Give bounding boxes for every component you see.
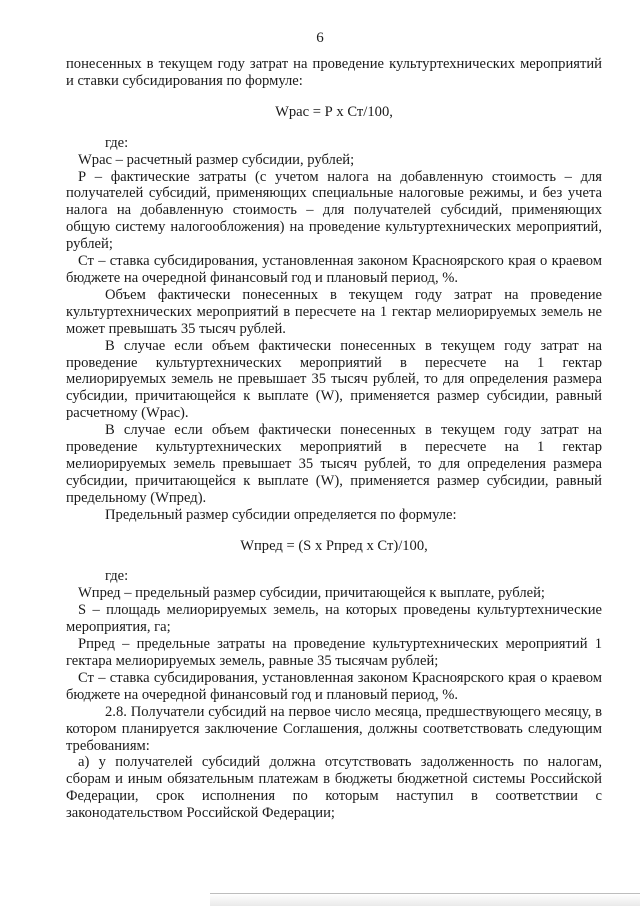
paragraph-case-not-exceeds: В случае если объем фактически понесенных в текущем году затрат на проведение культуртехнических мероприятий в пересчете на 1 гектар мелиорируемых земель не превышает 35 тысяч рублей, то для определения размера субсидии, причитающейся к выплате (W), применяется размер субсидии, равный расчетному (Wрас). xyxy=(66,337,602,422)
definition-ppred: Рпред – предельные затраты на проведение культуртехнических мероприятий 1 гектара мелиорируемых земель, равные 35 тысячам рублей; xyxy=(66,636,602,669)
where-label: где: xyxy=(105,568,129,585)
intro-paragraph: понесенных в текущем году затрат на проведение культуртехнических мероприятий и ставки субсидирования по формуле: xyxy=(66,56,602,89)
paragraph-2-8: 2.8. Получатели субсидий на первое число месяца, предшествующего месяцу, в котором планируется заключение Соглашения, должны соответствовать следующим требованиям: xyxy=(66,703,602,754)
definition-s: S – площадь мелиорируемых земель, на которых проведены культуртехнические мероприятия, га; xyxy=(66,602,602,636)
paragraph-limit-formula-intro: Предельный размер субсидии определяется по формуле: xyxy=(105,506,457,523)
formula-wras: Wрас = Р х Ст/100, xyxy=(275,103,393,120)
where-label: где: xyxy=(105,134,129,151)
definition-p: Р – фактические затраты (с учетом налога на добавленную стоимость – для получателей субсидий, применяющих специальные налоговые режимы, и без учета налога на добавленную стоимость – для получателей субсидий, применяющих общую систему налогообложения) на проведение культуртехнических мероприятий, рублей; xyxy=(66,168,602,253)
definition-wpred: Wпред – предельный размер субсидии, причитающейся к выплате, рублей; xyxy=(78,585,545,602)
definition-wras: Wрас – расчетный размер субсидии, рублей; xyxy=(78,151,355,168)
definition-ct: Ст – ставка субсидирования, установленная законом Красноярского края о краевом бюджете на очередной финансовый год и плановый период, %. xyxy=(66,253,602,286)
definition-ct: Ст – ставка субсидирования, установленная законом Красноярского края о краевом бюджете на очередной финансовый год и плановый период, %. xyxy=(66,669,602,703)
paragraph-case-exceeds: В случае если объем фактически понесенных в текущем году затрат на проведение культуртехнических мероприятий в пересчете на 1 гектар мелиорируемых земель превышает 35 тысяч рублей, то для определения размера субсидии, причитающейся к выплате (W), применяется размер субсидии, равный предельному (Wпред). xyxy=(66,422,602,506)
document-body xyxy=(66,56,602,822)
formula-wpred: Wпред = (S х Рпред х Ст)/100, xyxy=(240,537,428,554)
scan-edge-shadow xyxy=(210,893,640,906)
paragraph-a: а) у получателей субсидий должна отсутствовать задолженность по налогам, сборам и иным обязательным платежам в бюджеты бюджетной системы Российской Федерации, срок исполнения по которым наступил в соответствии с законодательством Российской Федерации; xyxy=(66,754,602,822)
paragraph-volume-limit: Объем фактически понесенных в текущем году затрат на проведение культуртехнических мероприятий в пересчете на 1 гектар мелиорируемых земель не может превышать 35 тысяч рублей. xyxy=(66,286,602,337)
page-number: 6 xyxy=(316,30,324,46)
